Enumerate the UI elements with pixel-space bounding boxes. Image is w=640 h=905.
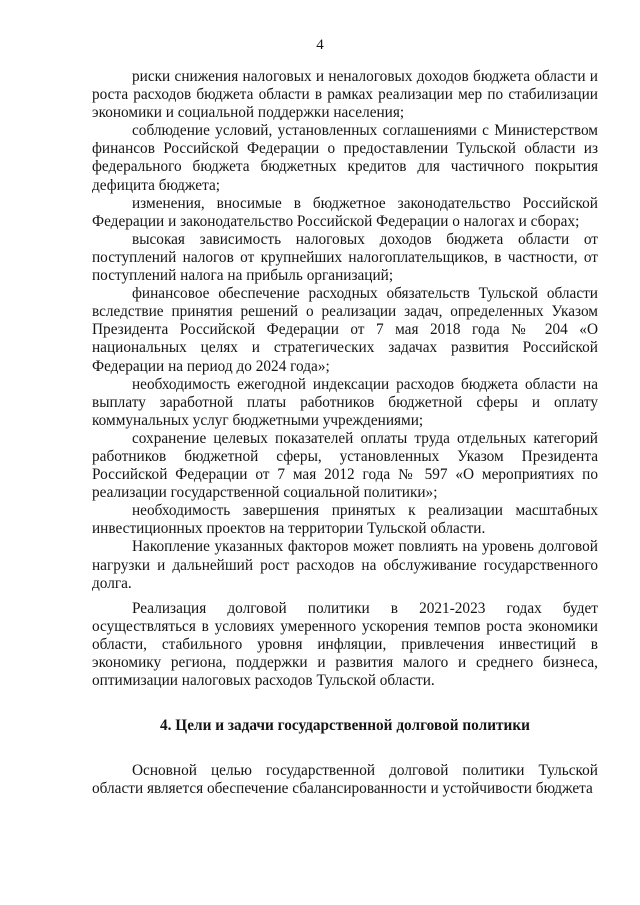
- paragraph-decree-204: финансовое обеспечение расходных обязательств Тульской области вследствие принятия решений о реализации задач, определенных Указом Президента Российской Федерации от 7 мая 2018 года № 204 «О национальных целях и стратегических задачах развития Российской Федерации на период до 2024 года»;: [92, 285, 598, 375]
- paragraph-taxpayer-dependence: высокая зависимость налоговых доходов бюджета области от поступлений налогов от крупнейших налогоплательщиков, в частности, от поступлений налога на прибыль организаций;: [92, 230, 598, 285]
- paragraph-investment-projects: необходимость завершения принятых к реализации масштабных инвестиционных проектов на территории Тульской области.: [92, 502, 598, 538]
- page-number: 4: [316, 37, 324, 53]
- paragraph-revenue-risks: риски снижения налоговых и неналоговых доходов бюджета области и роста расходов бюджета области в рамках реализации мер по стабилизации экономики и социальной поддержки населения;: [92, 68, 598, 122]
- paragraph-legislation-changes: изменения, вносимые в бюджетное законодательство Российской Федерации и законодательство Российской Федерации о налогах и сборах;: [92, 194, 598, 230]
- body-text: [92, 68, 598, 798]
- paragraph-salary-indexation: необходимость ежегодной индексации расходов бюджета области на выплату заработной платы работников бюджетной сферы и оплату коммунальных услуг бюджетными учреждениями;: [92, 375, 598, 429]
- section-heading: 4. Цели и задачи государственной долговой политики: [160, 717, 530, 735]
- paragraph-decree-597: сохранение целевых показателей оплаты труда отдельных категорий работников бюджетной сферы, установленных Указом Президента Российской Федерации от 7 мая 2012 года № 597 «О мероприятиях по реализации государственной социальной политики»;: [92, 429, 598, 502]
- paragraph-policy-implementation: Реализация долговой политики в 2021-2023 годах будет осуществляться в условиях умеренного ускорения темпов роста экономики области, стабильного уровня инфляции, привлечения инвестиций в экономику региона, поддержки и развития малого и среднего бизнеса, оптимизации налоговых расходов Тульской области.: [92, 599, 598, 690]
- paragraph-debt-load: Накопление указанных факторов может повлиять на уровень долговой нагрузки и дальнейший рост расходов на обслуживание государственного долга.: [92, 538, 598, 592]
- paragraph-ministry-agreements: соблюдение условий, установленных соглашениями с Министерством финансов Российской Федерации о предоставлении Тульской области из федерального бюджета бюджетных кредитов для частичного покрытия дефицита бюджета;: [92, 122, 598, 194]
- paragraph-main-goal: Основной целью государственной долговой политики Тульской области является обеспечение сбалансированности и устойчивости бюджета: [92, 762, 598, 798]
